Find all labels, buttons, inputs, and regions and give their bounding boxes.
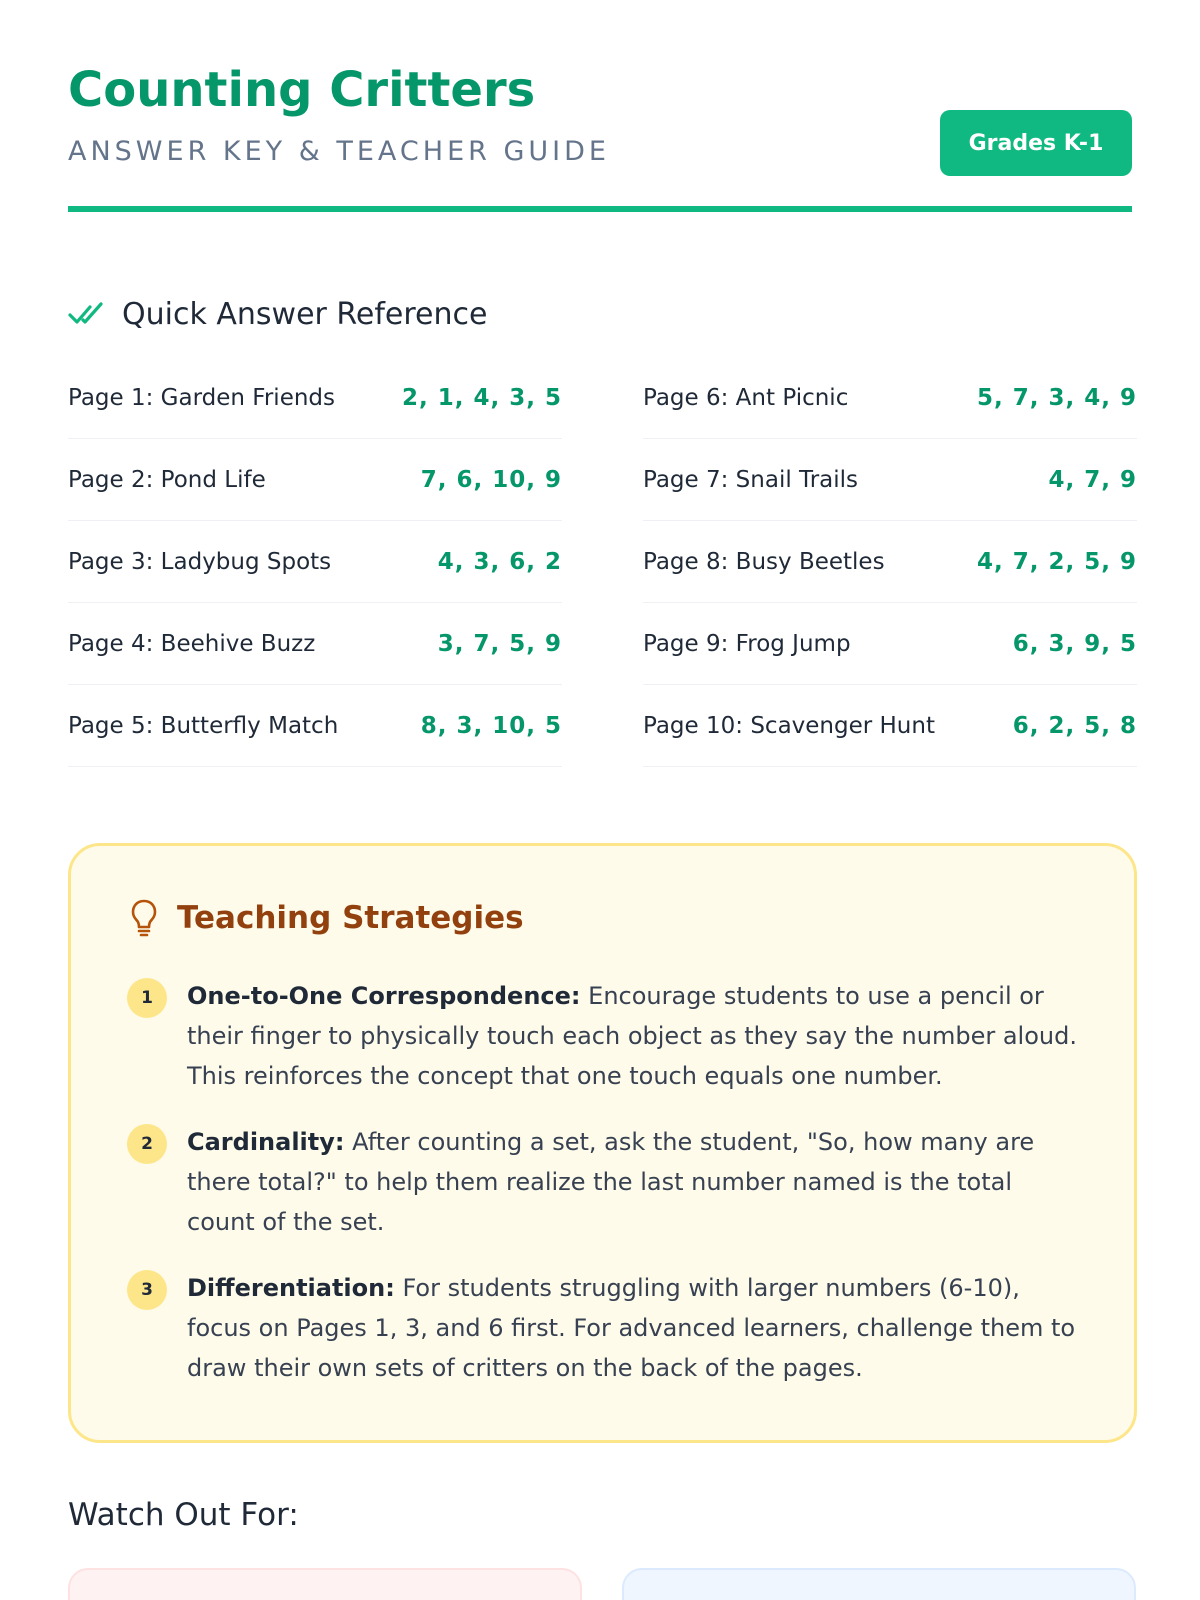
answer-page-label: Page 3: Ladybug Spots [68,548,332,575]
strategy-body: Encourage students to use a pencil or their finger to physically touch each object as they say the number aloud. This reinforces the concept that one touch equals one number. [187,982,1077,1090]
answer-page-label: Page 7: Snail Trails [643,466,859,493]
lightbulb-icon [129,898,159,938]
double-check-icon [68,300,108,328]
answer-values: 4, 7, 2, 5, 9 [977,548,1137,575]
strategy-text [187,1268,1077,1388]
grade-badge: Grades K-1 [940,110,1132,176]
answer-page-label: Page 9: Frog Jump [643,630,851,657]
answer-values: 6, 2, 5, 8 [1012,712,1137,739]
answer-page-label: Page 10: Scavenger Hunt [643,712,935,739]
strategy-number-badge: 3 [127,1270,167,1310]
watch-out-card-blue [622,1568,1136,1600]
answer-values: 4, 7, 9 [1048,466,1137,493]
answer-values: 4, 3, 6, 2 [437,548,562,575]
quick-answer-heading [68,292,487,336]
strategy-item [127,1268,1078,1388]
answer-values: 3, 7, 5, 9 [437,630,562,657]
strategy-item [127,976,1078,1096]
answer-row [643,357,1137,439]
strategy-number-badge: 1 [127,978,167,1018]
answer-page-label: Page 8: Busy Beetles [643,548,885,575]
strategies-heading-text: Teaching Strategies [177,900,524,936]
watch-out-card-red [68,1568,582,1600]
answer-values: 6, 3, 9, 5 [1012,630,1137,657]
answer-row [68,521,562,603]
answer-page-label: Page 2: Pond Life [68,466,266,493]
quick-answer-heading-text: Quick Answer Reference [122,296,488,332]
answer-row [68,439,562,521]
watch-out-heading: Watch Out For: [68,1497,299,1533]
strategy-body: For students struggling with larger numbers (6-10), focus on Pages 1, 3, and 6 first. For advanced learners, challenge them to draw their own sets of critters on the back of the pages. [187,1274,1076,1382]
answer-page-label: Page 5: Butterfly Match [68,712,339,739]
answer-values: 5, 7, 3, 4, 9 [977,384,1137,411]
strategies-list [127,976,1078,1414]
teaching-strategies-box [68,843,1137,1443]
answer-page-label: Page 6: Ant Picnic [643,384,849,411]
answer-page-label: Page 4: Beehive Buzz [68,630,316,657]
answer-row [68,603,562,685]
answer-list-left [68,357,562,767]
strategy-title: Differentiation: [187,1274,395,1302]
page-subtitle: ANSWER KEY & TEACHER GUIDE [68,136,610,167]
answer-row [643,685,1137,767]
answer-row [643,603,1137,685]
strategy-body: After counting a set, ask the student, "So, how many are there total?" to help them realize the last number named is the total count of the set. [187,1128,1035,1236]
strategy-number-badge: 2 [127,1124,167,1164]
answer-values: 7, 6, 10, 9 [420,466,562,493]
answer-page-label: Page 1: Garden Friends [68,384,336,411]
strategy-text [187,976,1077,1096]
strategy-title: Cardinality: [187,1128,345,1156]
strategies-heading [129,898,524,938]
answer-row [68,357,562,439]
answer-values: 2, 1, 4, 3, 5 [402,384,562,411]
answer-row [68,685,562,767]
answer-values: 8, 3, 10, 5 [420,712,562,739]
strategy-item [127,1122,1078,1242]
answer-list-right [643,357,1137,767]
page-header [68,60,1132,212]
answer-row [643,439,1137,521]
page-title: Counting Critters [68,62,536,118]
strategy-title: One-to-One Correspondence: [187,982,581,1010]
strategy-text [187,1122,1077,1242]
answer-row [643,521,1137,603]
